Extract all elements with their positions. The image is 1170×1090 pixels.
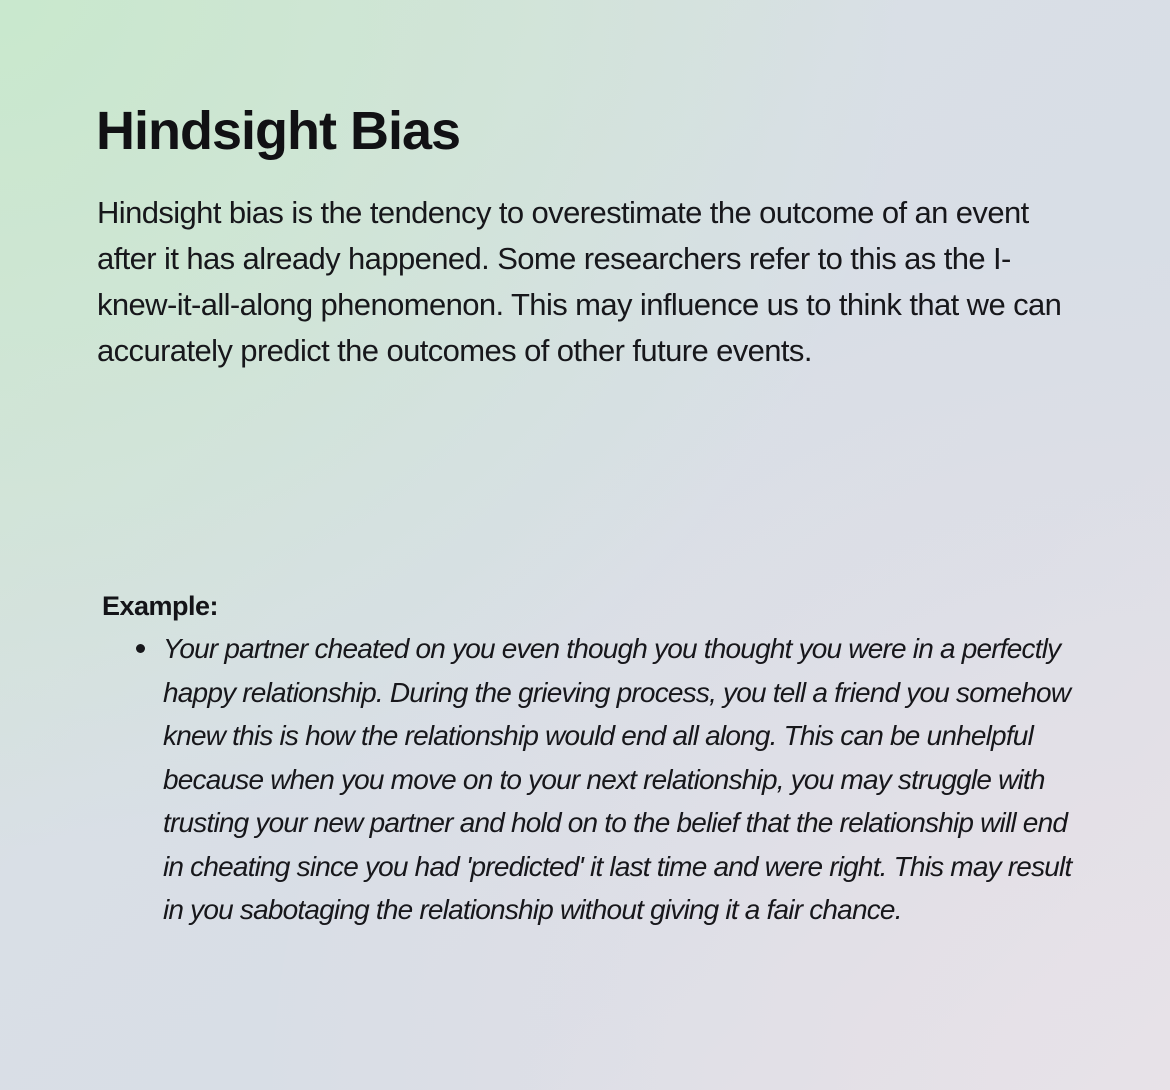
page-title: Hindsight Bias: [96, 101, 461, 161]
example-heading: Example:: [102, 591, 219, 621]
bullet-icon: [136, 644, 145, 653]
example-list-item: [102, 627, 1073, 932]
example-text: Your partner cheated on you even though you thought you were in a perfectly happy relationship. During the grieving process, you tell a friend you somehow knew this is how the relationship would end all along. This can be unhelpful because when you move on to your next relationship, you may struggle with trusting your new partner and hold on to the belief that the relationship will end in cheating since you had 'predicted' it last time and were right. This may result in you sabotaging the relationship without giving it a fair chance.: [163, 633, 1072, 925]
example-list: [102, 627, 1092, 932]
example-section: [102, 585, 1092, 932]
intro-paragraph: Hindsight bias is the tendency to overestimate the outcome of an event after it has already happened. Some researchers refer to this as the I-knew-it-all-along phenomenon. This may influence us to think that we can accurately predict the outcomes of other future events.: [97, 195, 1062, 368]
